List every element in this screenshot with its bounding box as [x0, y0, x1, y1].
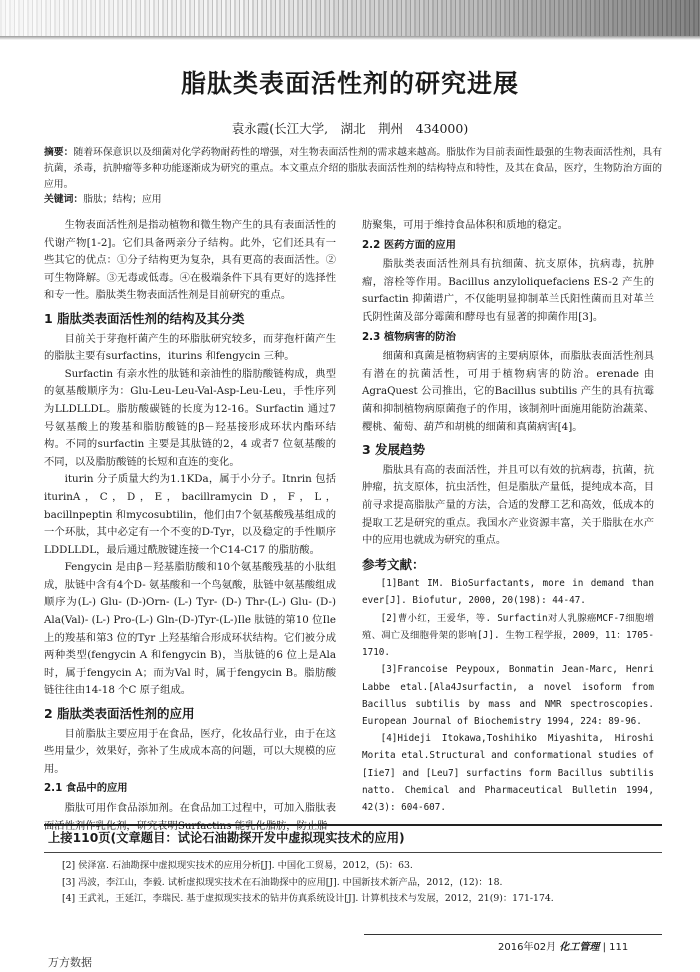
- divider-rule: [44, 852, 662, 853]
- scan-top-band-edge: [0, 36, 700, 40]
- subsection-heading-2-3: 2.3 植物病害的防治: [362, 330, 456, 343]
- article-title: 脂肽类表面活性剂的研究进展: [180, 69, 519, 98]
- page-footer: [498, 938, 628, 953]
- paragraph: 目前关于芽孢杆菌产生的环脂肽研究较多，而芽孢杆菌产生的脂肽主要有surfactins，iturins 和fengycin 三种。: [44, 332, 336, 363]
- paragraph: 目前脂肽主要应用于在食品，医疗，化妆品行业，由于在这些用量少，效果好，弥补了生成成本高的问题，可以大规模的应用。: [44, 727, 336, 775]
- section-heading-2: 2 脂肽类表面活性剂的应用: [44, 706, 195, 722]
- page-number: 111: [609, 942, 629, 953]
- divider-rule: [44, 824, 662, 826]
- paragraph: 脂肽可用作食品添加剂。在食品加工过程中，可加入脂肽表: [64, 802, 336, 814]
- paragraph: 细菌和真菌是植物病害的主要病原体，而脂肽表面活性剂具有潜在的抗菌活性，可用于植物病害的防治。erenade 由AgraQuest 公司推出，它的Bacillus subtilis 产生的具有抗霉菌和抑制植物病原菌孢子的作用，该制剂叶面施用能防治蔬菜、樱桃、葡萄、葫芦和胡桃的细菌和真菌病害[4]。: [362, 350, 654, 433]
- section-heading-1: 1 脂肽类表面活性剂的结构及其分类: [44, 310, 245, 326]
- right-column: [362, 217, 654, 816]
- author-line: 袁永霞(长江大学, 湖北 荆州 434000): [231, 121, 469, 136]
- left-column: [44, 217, 336, 835]
- abstract-label: 摘要：: [44, 147, 74, 158]
- abstract: [44, 145, 662, 193]
- section-heading-3: 3 发展趋势: [362, 442, 426, 458]
- issue-date: 2016年02月: [498, 942, 557, 953]
- paragraph: 肪聚集，可用于维持食品体积和质地的稳定。: [362, 219, 568, 231]
- reference-item: [1]Bant IM. BioSurfactants, more in demand than ever[J]. Biofutur, 2000, 20(198): 44-47.: [362, 578, 654, 607]
- keywords-text: 脂肽；结构；应用: [83, 194, 162, 205]
- paragraph: Fengycin 是由β－羟基脂肪酸和10个氨基酸残基的小肽组成，肽链中含有4个D- 氨基酸和一个鸟氨酸，肽链中氨基酸组成顺序为(L-) Glu- (D-)Orn- (L-) Tyr- (D-) Thr-(L-) Glu- (D-) Ala(Val)- (L-) Pro-(L-) Gln-(D-)Tyr-(L-)Ile 肽链的第10 位Ile 上的羧基和第3 位的Tyr 上羟基缩合形成环状结构。它们被分成两种类型(fengycin A 和fengycin B)，当肽链的6 位上是Ala 时，属于fengycin A；而为Val 时，属于fengycin B。脂肪酸链往往由14-18 个C 原子组成。: [44, 561, 336, 697]
- keywords: [44, 192, 662, 208]
- reference-item: [3] 冯波，李江山，李毅. 试析虚拟现实技术在石油勘探中的应用[J]. 中国新技术新产品，2012，(12)：18.: [62, 876, 503, 888]
- reference-item: [3]Francoise Peypoux, Bonmatin Jean-Marc, Henri Labbe etal.[Ala4Jsurfactin, a novel isoform from Bacillus subtilis by mass and NMR spectroscopies. European Journal of Biochemistry 1994, 224: 89-96.: [362, 664, 654, 727]
- paragraph: 脂肽具有高的表面活性，并且可以有效的抗病毒，抗菌，抗肿瘤，抗支原体，抗虫活性，但是脂肽产量低，提纯成本高，目前寻求提高脂肽产量的方法，合适的发酵工艺和高效，低成本的提取工艺是研究的重点。我国水产业资源丰富，关于脂肽在水产中的应用也就成为研究的重点。: [362, 463, 654, 547]
- footer-rule: [364, 934, 662, 935]
- reference-item: [4] 王武礼，王延江，李瑞民. 基于虚拟现实技术的钻井仿真系统设计[J]. 计算机技术与发展，2012，21(9)：171-174.: [62, 893, 554, 904]
- keywords-label: 关键词：: [44, 194, 84, 205]
- abstract-text: 随着环保意识以及细菌对化学药物耐药性的增强，对生物表面活性剂的需求越来越高。脂肽作为目前表面性最强的生物表面活性剂，具有抗菌，杀毒，抗肿瘤等多种功能逐渐成为研究的重点。本文重点介绍的脂肽表面活性剂的结构特点和特性，及其在食品，医疗，生物防治方面的应用。: [44, 147, 663, 190]
- paragraph: Surfactin 有亲水性的肽链和亲油性的脂肪酸链构成，典型的氨基酸顺序为：Glu-Leu-Leu-Val-Asp-Leu-Leu，手性序列为LLDLLDL。脂肪酸碳链的长度为12-16。Surfactin 通过7号氨基酸上的羧基和脂肪酸链的β－羟基接形成环状内酯环结构。不同的surfactin 主要是其肽链的2，4 或者7 位氨基酸的不同，以及脂肪酸链的长短和直连的变化。: [44, 367, 336, 468]
- paragraph: iturin 分子质量大约为1.1KDa，属于小分子。Itnrin 包括iturinA，C，D，E，bacillramycin D，F，L，bacillnpeptin 和mycosubtilin，他们由7个氨基酸残基组成的一个环肽，其中必定有一个不变的D-Tyr，以及稳定的手性顺序LDDLLDL，最后通过酰胺键连接一个C14-C17 的脂肪酸。: [44, 473, 336, 556]
- paragraph: 脂肽类表面活性剂具有抗细菌、抗支原体，抗病毒，抗肿瘤，溶栓等作用。Bacillus anzyloliquefaciens ES-2 产生的surfactin 抑菌谱广，不仅能明显抑制革兰氏阳性菌而且对革兰氏阴性菌及部分霉菌和酵母也有显著的抑菌作用[3]。: [362, 258, 654, 323]
- scan-top-band-shade: [0, 0, 700, 36]
- subsection-heading-2-2: 2.2 医药方面的应用: [362, 238, 456, 251]
- references-heading: 参考文献：: [362, 556, 425, 572]
- reference-item: [4]Hideji Itokawa,Toshihiko Miyashita, Hiroshi Morita etal.Structural and conformational studies of [Iie7] and [Leu7] surfactins form Bacillus subtilis natto. Chemical and Pharmaceutical Bulletin 1994, 42(3): 604-607.: [362, 733, 654, 813]
- reference-item: [2]曹小红，王爱华，等. Surfactin对人乳腺癌MCF-7细胞增殖、凋亡及细胞骨架的影响[J]. 生物工程学报，2009，11：1705-1710.: [362, 612, 654, 659]
- continuation-heading: 上接110页(文章题目：试论石油勘探开发中虚拟现实技术的应用): [48, 831, 405, 845]
- reference-item: [2] 侯泽富. 石油勘探中虚拟现实技术的应用分析[J]. 中国化工贸易，2012，(5)：63.: [62, 860, 413, 871]
- publication-name: 化工管理: [559, 942, 600, 953]
- continuation-references: [62, 858, 662, 908]
- paragraph: 生物表面活性剂是指动植物和微生物产生的具有表面活性的代谢产物[1-2]。它们具备两亲分子结构。此外，它们还具有一些其它的优点：①分子结构更为复杂，具有更高的表面活性。②可生物降解。③无毒或低毒。④在极端条件下具有更好的选择性和专一性。脂肽类生物表面活性剂是目前研究的重点。: [44, 219, 336, 302]
- subsection-heading-2-1: 2.1 食品中的应用: [44, 782, 128, 795]
- separator: |: [602, 942, 606, 953]
- watermark-text: 万方数据: [48, 956, 92, 969]
